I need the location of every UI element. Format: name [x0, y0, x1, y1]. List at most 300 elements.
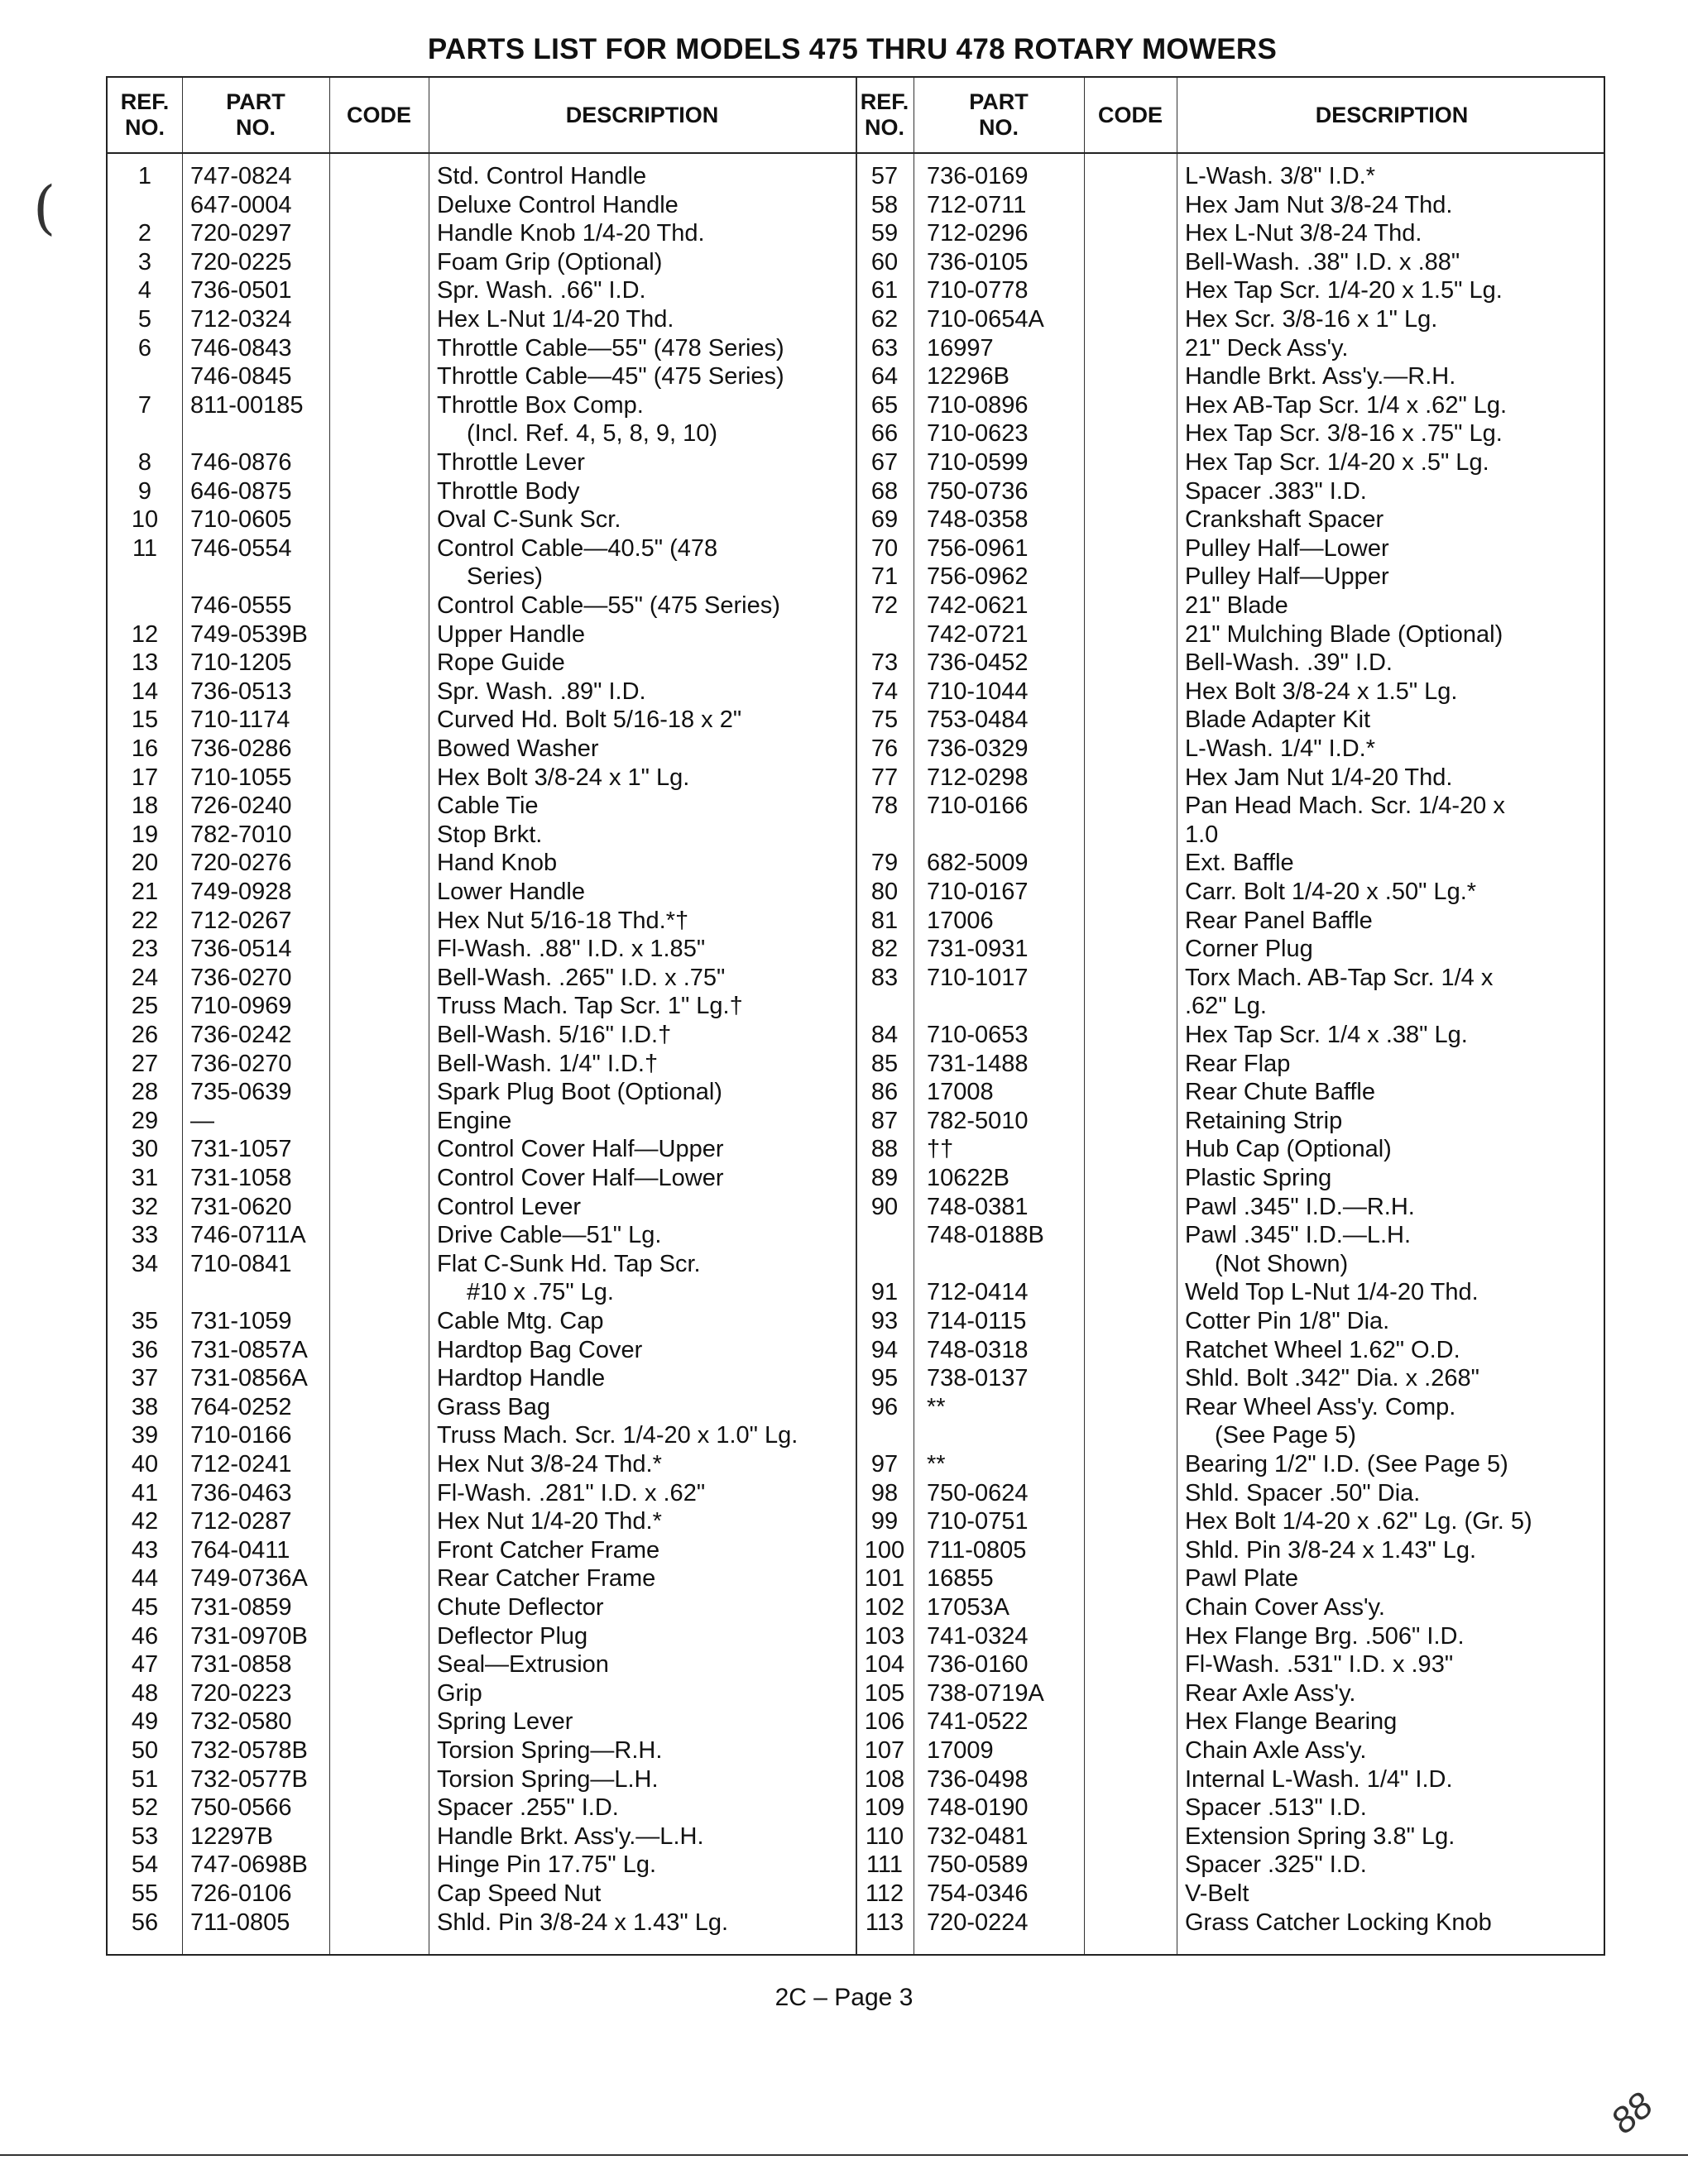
table-row	[856, 1135, 1607, 1164]
ref-no-cell: 22	[131, 907, 159, 934]
table-row	[856, 1479, 1607, 1508]
table-row	[856, 1794, 1607, 1822]
table-row	[856, 1021, 1607, 1050]
part-no-cell: 748-0188B	[927, 1222, 1044, 1249]
ref-no-cell: 19	[131, 821, 159, 848]
description-cell: Throttle Body	[437, 477, 580, 505]
table-row	[856, 1650, 1607, 1679]
ref-no-cell: 86	[870, 1079, 899, 1106]
description-cell: Cap Speed Nut	[437, 1880, 602, 1907]
ref-no-cell: 112	[865, 1880, 904, 1907]
part-no-cell: 746-0554	[190, 534, 292, 562]
header-part-no-right: PART NO.	[969, 89, 1029, 140]
ref-no-cell: 6	[137, 334, 152, 362]
table-row	[108, 1193, 856, 1222]
description-cell: Internal L-Wash. 1/4" I.D.	[1185, 1765, 1453, 1793]
table-row	[856, 1193, 1607, 1222]
part-no-cell: 710-0896	[927, 391, 1029, 419]
table-row	[856, 1564, 1607, 1593]
header-ref-no-left: REF. NO.	[120, 89, 170, 140]
description-cell: Hex Bolt 3/8-24 x 1.5" Lg.	[1185, 678, 1458, 705]
table-row	[108, 1221, 856, 1250]
table-row	[108, 477, 856, 506]
description-cell: Throttle Cable—45" (475 Series)	[437, 363, 784, 390]
part-no-cell: 710-1017	[927, 964, 1029, 991]
part-no-cell: 782-7010	[190, 821, 292, 848]
table-row	[108, 649, 856, 678]
ref-no-cell: 46	[131, 1622, 159, 1650]
part-no-cell: 736-0514	[190, 936, 292, 963]
ref-no-cell: 30	[131, 1136, 159, 1163]
table-row	[108, 1135, 856, 1164]
table-row	[108, 1794, 856, 1822]
description-cell: Hex Flange Brg. .506" I.D.	[1185, 1622, 1465, 1650]
description-cell: Chute Deflector	[437, 1594, 604, 1621]
part-no-cell: 754-0346	[927, 1880, 1029, 1907]
part-no-cell: 749-0539B	[190, 620, 308, 648]
part-no-cell: 732-0580	[190, 1708, 292, 1736]
part-no-cell: 712-0414	[927, 1279, 1029, 1306]
description-cell: Cable Mtg. Cap	[437, 1308, 604, 1334]
description-cell: Rear Chute Baffle	[1185, 1079, 1375, 1106]
description-cell: Bell-Wash. .265" I.D. x .75"	[437, 964, 726, 991]
ref-no-cell: 36	[131, 1336, 159, 1363]
table-row	[108, 1564, 856, 1593]
description-cell: Hex Scr. 3/8-16 x 1" Lg.	[1185, 306, 1438, 333]
ref-no-cell: 15	[131, 706, 159, 734]
part-no-cell: 682-5009	[927, 850, 1029, 877]
table-row	[856, 1851, 1607, 1880]
part-no-cell: 712-0324	[190, 306, 292, 333]
ref-no-cell: 95	[870, 1365, 899, 1392]
description-cell: Hex L-Nut 1/4-20 Thd.	[437, 306, 674, 333]
description-cell: Corner Plug	[1185, 936, 1313, 963]
part-no-cell: 726-0106	[190, 1880, 292, 1907]
header-rule	[108, 152, 1604, 154]
part-no-cell: 720-0225	[190, 248, 292, 275]
description-cell: 21" Blade	[1185, 592, 1288, 619]
part-no-cell: 732-0481	[927, 1822, 1029, 1850]
table-row	[856, 477, 1607, 506]
ref-no-cell: 44	[131, 1565, 159, 1592]
description-cell: Upper Handle	[437, 620, 585, 648]
ref-no-cell: 18	[131, 793, 159, 820]
table-row	[856, 678, 1607, 706]
description-cell: Handle Knob 1/4-20 Thd.	[437, 220, 705, 247]
part-no-cell: 712-0241	[190, 1451, 292, 1478]
part-no-cell: 17008	[927, 1079, 994, 1106]
table-row	[108, 1707, 856, 1736]
part-no-cell: 17053A	[927, 1594, 1009, 1621]
description-cell: Cotter Pin 1/8" Dia.	[1185, 1308, 1390, 1334]
table-row	[856, 391, 1607, 420]
description-cell: Rear Flap	[1185, 1050, 1291, 1077]
table-row	[856, 1250, 1607, 1279]
ref-no-cell: 78	[870, 793, 899, 820]
table-row	[856, 1679, 1607, 1708]
ref-no-cell: 74	[870, 678, 899, 705]
table-row	[856, 1278, 1607, 1307]
part-no-cell: 731-1488	[927, 1050, 1029, 1077]
part-no-cell: 12297B	[190, 1822, 273, 1850]
table-row	[108, 1393, 856, 1422]
description-cell: Deluxe Control Handle	[437, 191, 679, 218]
ref-no-cell: 57	[870, 163, 899, 189]
part-no-cell: 731-0858	[190, 1651, 292, 1679]
ref-no-cell: 47	[131, 1651, 159, 1679]
description-cell: L-Wash. 3/8" I.D.*	[1185, 163, 1376, 189]
description-cell: Retaining Strip	[1185, 1107, 1343, 1134]
description-cell: Oval C-Sunk Scr.	[437, 506, 621, 534]
description-cell: Hex Jam Nut 1/4-20 Thd.	[1185, 764, 1453, 791]
description-cell: Ext. Baffle	[1185, 850, 1294, 877]
part-no-cell: 764-0252	[190, 1393, 292, 1420]
ref-no-cell: 79	[870, 850, 899, 877]
part-no-cell: 711-0805	[190, 1909, 290, 1936]
table-row	[108, 678, 856, 706]
part-no-cell: 736-0242	[190, 1022, 292, 1048]
table-row	[108, 1078, 856, 1107]
table-row	[856, 592, 1607, 620]
table-row	[108, 1364, 856, 1393]
ref-no-cell: 98	[870, 1479, 899, 1506]
table-row	[108, 620, 856, 649]
table-row	[856, 534, 1607, 563]
corner-handwritten-mark: 88	[1603, 2085, 1661, 2143]
ref-no-cell: 13	[131, 649, 159, 677]
part-no-cell: 710-0623	[927, 420, 1029, 448]
table-row	[108, 1822, 856, 1851]
description-cell: Hub Cap (Optional)	[1185, 1136, 1392, 1163]
description-cell: Grass Catcher Locking Knob	[1185, 1909, 1492, 1936]
part-no-cell: **	[927, 1393, 946, 1420]
table-row	[108, 563, 856, 592]
header-ref-no-right: REF. NO.	[860, 89, 909, 140]
description-cell: Spr. Wash. .89" I.D.	[437, 678, 646, 705]
part-no-cell: 736-0270	[190, 964, 292, 991]
part-no-cell: 731-0859	[190, 1594, 292, 1621]
description-cell: Shld. Pin 3/8-24 x 1.43" Lg.	[1185, 1536, 1477, 1564]
part-no-cell: 736-0498	[927, 1765, 1029, 1793]
part-no-cell: 710-0166	[190, 1422, 292, 1449]
part-no-cell: 710-0167	[927, 879, 1029, 905]
description-cell: Hex Flange Bearing	[1185, 1708, 1398, 1736]
description-cell: Control Cover Half—Lower	[437, 1165, 724, 1191]
part-no-cell: —	[190, 1107, 214, 1134]
ref-no-cell: 1	[137, 163, 152, 189]
part-no-cell: 710-0605	[190, 506, 292, 534]
ref-no-cell: 48	[131, 1679, 159, 1707]
table-row	[108, 1107, 856, 1136]
table-row	[856, 821, 1607, 850]
ref-no-cell: 26	[131, 1022, 159, 1048]
table-row	[856, 276, 1607, 305]
table-row	[856, 992, 1607, 1021]
part-no-cell: 749-0928	[190, 879, 292, 905]
description-cell: Control Lever	[437, 1193, 582, 1220]
ref-no-cell: 45	[131, 1594, 159, 1621]
description-cell: Control Cable—55" (475 Series)	[437, 592, 780, 619]
ref-no-cell: 34	[131, 1250, 159, 1277]
part-no-cell: 710-0166	[927, 793, 1029, 820]
description-cell: Bowed Washer	[437, 735, 599, 762]
description-cell: Foam Grip (Optional)	[437, 248, 663, 275]
description-cell: Rear Catcher Frame	[437, 1565, 656, 1592]
table-row	[856, 419, 1607, 448]
description-cell: Pawl Plate	[1185, 1565, 1299, 1592]
description-cell: Curved Hd. Bolt 5/16-18 x 2"	[437, 706, 742, 734]
table-row	[856, 1536, 1607, 1565]
part-no-cell: 731-0856A	[190, 1365, 308, 1392]
description-cell: Handle Brkt. Ass'y.—L.H.	[437, 1822, 704, 1850]
table-row	[856, 1336, 1607, 1365]
ref-no-cell: 65	[870, 391, 899, 419]
ref-no-cell: 21	[131, 879, 159, 905]
description-cell: Hex Tap Scr. 1/4-20 x .5" Lg.	[1185, 449, 1489, 476]
ref-no-cell: 91	[870, 1279, 899, 1306]
ref-no-cell: 27	[131, 1050, 159, 1077]
ref-no-cell: 23	[131, 936, 159, 963]
table-row	[856, 191, 1607, 220]
description-cell: Weld Top L-Nut 1/4-20 Thd.	[1185, 1279, 1479, 1306]
table-row	[108, 735, 856, 764]
table-row	[108, 1421, 856, 1450]
ref-no-cell: 4	[137, 277, 152, 304]
part-no-cell: 750-0566	[190, 1794, 292, 1822]
ref-no-cell: 60	[870, 248, 899, 275]
header-description-right: DESCRIPTION	[1315, 102, 1469, 127]
description-cell: Fl-Wash. .88" I.D. x 1.85"	[437, 936, 706, 963]
table-row	[856, 1164, 1607, 1193]
part-no-cell: 811-00185	[190, 391, 304, 419]
part-no-cell: 735-0639	[190, 1079, 292, 1106]
description-cell: Spark Plug Boot (Optional)	[437, 1079, 722, 1106]
description-cell: Bell-Wash. 1/4" I.D.†	[437, 1050, 659, 1077]
table-row	[108, 1765, 856, 1794]
ref-no-cell: 58	[870, 191, 899, 218]
table-row	[108, 1679, 856, 1708]
part-no-cell: 710-1055	[190, 764, 292, 791]
table-row	[108, 362, 856, 391]
description-cell: Rear Axle Ass'y.	[1185, 1679, 1356, 1707]
table-row	[108, 907, 856, 936]
part-no-cell: 736-0452	[927, 649, 1029, 677]
table-row	[108, 964, 856, 993]
table-row	[856, 1765, 1607, 1794]
description-cell: Hex Tap Scr. 1/4-20 x 1.5" Lg.	[1185, 277, 1503, 304]
ref-no-cell: 75	[870, 706, 899, 734]
part-no-cell: 736-0270	[190, 1050, 292, 1077]
description-cell: Pawl .345" I.D.—L.H.	[1185, 1222, 1412, 1249]
table-row	[856, 1307, 1607, 1336]
ref-no-cell: 43	[131, 1536, 159, 1564]
ref-no-cell: 104	[864, 1651, 905, 1679]
part-no-cell: 736-0160	[927, 1651, 1029, 1679]
table-row	[856, 1822, 1607, 1851]
table-row	[108, 1250, 856, 1279]
ref-no-cell: 38	[131, 1393, 159, 1420]
part-no-cell: 710-1174	[190, 706, 290, 734]
description-cell: Flat C-Sunk Hd. Tap Scr.	[437, 1250, 701, 1277]
ref-no-cell: 113	[865, 1909, 904, 1936]
part-no-cell: 16855	[927, 1565, 994, 1592]
table-row	[108, 162, 856, 191]
part-no-cell: 731-1058	[190, 1165, 292, 1191]
ref-no-cell: 66	[870, 420, 899, 448]
description-cell: Series)	[467, 563, 543, 591]
table-row	[856, 1450, 1607, 1479]
description-cell: Deflector Plug	[437, 1622, 588, 1650]
description-cell: Hex Nut 5/16-18 Thd.*†	[437, 907, 689, 934]
ref-no-cell: 2	[137, 220, 152, 247]
ref-no-cell: 7	[137, 391, 152, 419]
table-row	[108, 764, 856, 793]
table-row	[856, 935, 1607, 964]
ref-no-cell: 97	[870, 1451, 899, 1478]
ref-no-cell: 81	[870, 907, 899, 934]
ref-no-cell: 68	[870, 477, 899, 505]
ref-no-cell: 25	[131, 993, 159, 1020]
table-row	[108, 1851, 856, 1880]
ref-no-cell: 40	[131, 1451, 159, 1478]
table-row	[856, 1050, 1607, 1079]
table-row	[108, 1593, 856, 1622]
ref-no-cell: 59	[870, 220, 899, 247]
table-row	[856, 563, 1607, 592]
table-row	[856, 649, 1607, 678]
description-cell: Rear Panel Baffle	[1185, 907, 1373, 934]
table-row	[108, 448, 856, 477]
table-row	[856, 305, 1607, 334]
table-row	[856, 1507, 1607, 1536]
part-no-cell: 731-0620	[190, 1193, 292, 1220]
part-no-cell: 710-1044	[927, 678, 1029, 705]
description-cell: Bell-Wash. .38" I.D. x .88"	[1185, 248, 1460, 275]
ref-no-cell: 63	[870, 334, 899, 362]
description-cell: Shld. Bolt .342" Dia. x .268"	[1185, 1365, 1479, 1392]
description-cell: #10 x .75" Lg.	[467, 1279, 614, 1306]
ref-no-cell: 100	[864, 1536, 905, 1564]
table-row	[108, 191, 856, 220]
description-cell: Torsion Spring—R.H.	[437, 1737, 663, 1764]
description-cell: Hex Nut 3/8-24 Thd.*	[437, 1451, 662, 1478]
table-row	[108, 1278, 856, 1307]
ref-no-cell: 62	[870, 306, 899, 333]
description-cell: Shld. Spacer .50" Dia.	[1185, 1479, 1421, 1506]
part-no-cell: 736-0463	[190, 1479, 292, 1506]
table-row	[856, 849, 1607, 878]
description-cell: L-Wash. 1/4" I.D.*	[1185, 735, 1376, 762]
description-cell: Bearing 1/2" I.D. (See Page 5)	[1185, 1451, 1508, 1478]
part-no-cell: 736-0513	[190, 678, 292, 705]
table-row	[108, 1507, 856, 1536]
part-no-cell: 753-0484	[927, 706, 1029, 734]
margin-parenthesis-mark: (	[33, 174, 56, 242]
table-row	[856, 1736, 1607, 1765]
description-cell: Hex Bolt 1/4-20 x .62" Lg. (Gr. 5)	[1185, 1508, 1532, 1535]
ref-no-cell: 29	[131, 1107, 159, 1134]
ref-no-cell: 16	[131, 735, 159, 762]
part-no-cell: 710-0653	[927, 1022, 1029, 1048]
table-row	[856, 620, 1607, 649]
part-no-cell: 712-0287	[190, 1508, 292, 1535]
ref-no-cell: 109	[864, 1794, 905, 1822]
part-no-cell: 731-1057	[190, 1136, 292, 1163]
part-no-cell: 10622B	[927, 1165, 1009, 1191]
header-code-left: CODE	[346, 102, 411, 127]
description-cell: 1.0	[1185, 821, 1219, 848]
table-row	[856, 764, 1607, 793]
ref-no-cell: 17	[131, 764, 159, 791]
ref-no-cell: 106	[864, 1708, 905, 1736]
ref-no-cell: 64	[870, 363, 899, 390]
part-no-cell: 746-0876	[190, 449, 292, 476]
description-cell: Blade Adapter Kit	[1185, 706, 1371, 734]
document-title: PARTS LIST FOR MODELS 475 THRU 478 ROTARY MOWERS	[427, 33, 1278, 65]
table-row	[108, 334, 856, 363]
part-no-cell: 746-0711A	[190, 1222, 306, 1249]
ref-no-cell: 67	[870, 449, 899, 476]
table-row	[108, 1909, 856, 1937]
description-cell: Chain Cover Ass'y.	[1185, 1594, 1385, 1621]
description-cell: Control Cable—40.5" (478	[437, 534, 718, 562]
table-row	[856, 735, 1607, 764]
ref-no-cell: 24	[131, 964, 159, 991]
part-no-cell: 756-0962	[927, 563, 1029, 591]
description-cell: Ratchet Wheel 1.62" O.D.	[1185, 1336, 1460, 1363]
description-cell: Fl-Wash. .281" I.D. x .62"	[437, 1479, 706, 1506]
ref-no-cell: 9	[137, 477, 152, 505]
description-cell: Spacer .255" I.D.	[437, 1794, 619, 1822]
description-cell: Crankshaft Spacer	[1185, 506, 1384, 534]
part-no-cell: 732-0577B	[190, 1765, 308, 1793]
table-row	[856, 448, 1607, 477]
ref-no-cell: 108	[864, 1765, 905, 1793]
table-row	[108, 534, 856, 563]
description-cell: Throttle Lever	[437, 449, 585, 476]
description-cell: Std. Control Handle	[437, 163, 647, 189]
description-cell: Throttle Box Comp.	[437, 391, 644, 419]
table-row	[108, 792, 856, 821]
ref-no-cell: 41	[131, 1479, 159, 1506]
description-cell: .62" Lg.	[1185, 993, 1267, 1020]
description-cell: (Incl. Ref. 4, 5, 8, 9, 10)	[467, 420, 718, 448]
table-row	[856, 1593, 1607, 1622]
description-cell: Hex Nut 1/4-20 Thd.*	[437, 1508, 662, 1535]
description-cell: Hex L-Nut 3/8-24 Thd.	[1185, 220, 1422, 247]
ref-no-cell: 11	[132, 534, 158, 562]
header-code-right: CODE	[1097, 102, 1163, 127]
ref-no-cell: 20	[131, 850, 159, 877]
table-row	[108, 1880, 856, 1909]
description-cell: Spr. Wash. .66" I.D.	[437, 277, 646, 304]
ref-no-cell: 50	[131, 1737, 159, 1764]
part-no-cell: 738-0719A	[927, 1679, 1044, 1707]
part-no-cell: 710-0969	[190, 993, 292, 1020]
description-cell: Hex Jam Nut 3/8-24 Thd.	[1185, 191, 1453, 218]
ref-no-cell: 28	[131, 1079, 159, 1106]
part-no-cell: 714-0115	[927, 1308, 1027, 1334]
description-cell: V-Belt	[1185, 1880, 1249, 1907]
part-no-cell: 750-0624	[927, 1479, 1029, 1506]
table-row	[856, 1622, 1607, 1651]
table-row	[108, 1450, 856, 1479]
part-no-cell: 732-0578B	[190, 1737, 308, 1764]
ref-no-cell: 105	[864, 1679, 905, 1707]
ref-no-cell: 89	[870, 1165, 899, 1191]
part-no-cell: 720-0297	[190, 220, 292, 247]
part-no-cell: 747-0824	[190, 163, 292, 189]
